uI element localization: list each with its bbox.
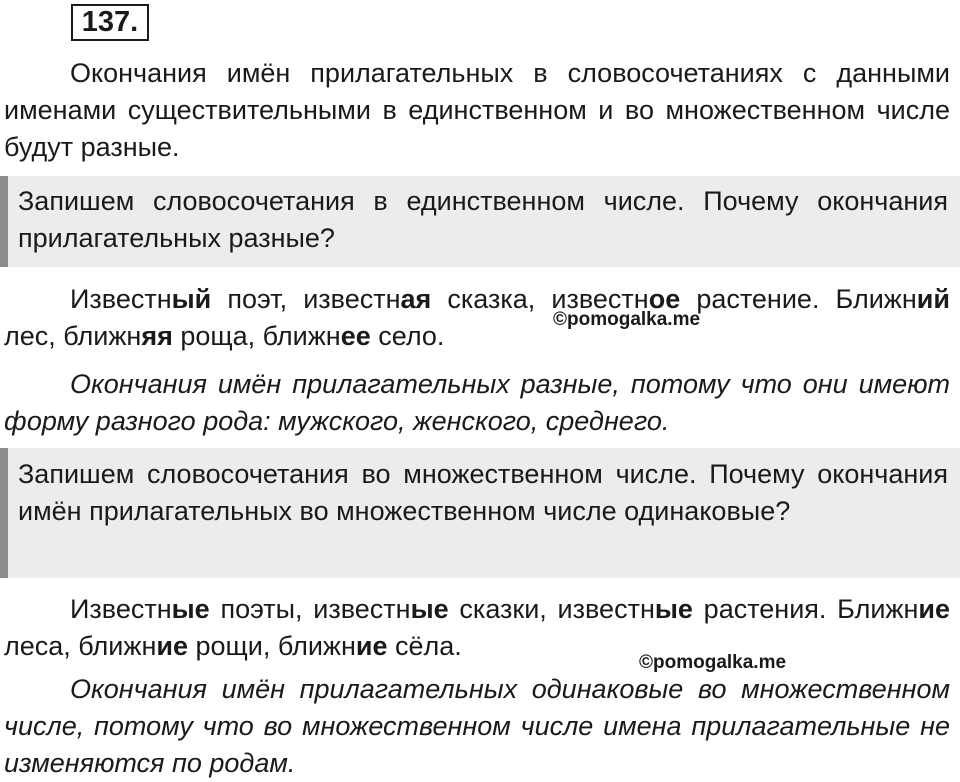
answer-plural: [4, 591, 950, 665]
adjective-ending: ие: [355, 631, 388, 661]
adjective-ending: ее: [340, 321, 371, 351]
explanation-plural: Окончания имён прилагательных одинаковые во множественном числе, потому что во множественном числе имена прилагательные не изменяются по родам.: [4, 674, 950, 778]
adjective-ending: ые: [410, 594, 449, 624]
explanation-singular: Окончания имён прилагательных разные, потому что они имеют форму разного рода: мужского, женского, среднего.: [4, 369, 950, 436]
text-segment: Известн: [70, 594, 172, 624]
adjective-ending: ая: [400, 284, 432, 314]
adjective-ending: ое: [648, 284, 681, 314]
text-segment: сказки, известн: [448, 594, 655, 624]
answer-singular: [4, 281, 950, 355]
text-segment: поэты, известн: [209, 594, 411, 624]
text-segment: лес, ближн: [4, 321, 142, 351]
adjective-ending: ый: [171, 284, 212, 314]
text-segment: растение. Ближн: [680, 284, 917, 314]
text-segment: сказка, известн: [431, 284, 649, 314]
question-singular-text: Запишем словосочетания в единственном числе. Почему окончания прилагательных разные?: [18, 186, 948, 253]
adjective-ending: ые: [654, 594, 693, 624]
adjective-ending: ие: [156, 631, 188, 661]
text-segment: растения. Ближн: [692, 594, 919, 624]
text-segment: сёла.: [387, 631, 462, 661]
adjective-ending: яя: [141, 321, 173, 351]
adjective-ending: ые: [171, 594, 210, 624]
intro-paragraph: Окончания имён прилагательных в словосочетаниях с данными именами существительными в единственном и во множественном числе будут разные.: [4, 58, 950, 162]
watermark: ©pomogalka.me: [639, 652, 787, 673]
exercise-number: 137.: [71, 4, 149, 41]
text-segment: рощи, ближн: [187, 631, 356, 661]
question-plural-text: Запишем словосочетания во множественном числе. Почему окончания имён прилагательных во множественном числе одинаковые?: [18, 459, 948, 526]
text-segment: леса, ближн: [4, 631, 157, 661]
text-segment: Известн: [70, 284, 172, 314]
text-segment: поэт, известн: [211, 284, 401, 314]
adjective-ending: ий: [916, 284, 950, 314]
text-segment: роща, ближн: [172, 321, 341, 351]
adjective-ending: ие: [918, 594, 950, 624]
question-block-plural: [0, 448, 960, 578]
watermark: ©pomogalka.me: [553, 309, 701, 330]
question-block-singular: [0, 176, 960, 267]
text-segment: село.: [370, 321, 445, 351]
